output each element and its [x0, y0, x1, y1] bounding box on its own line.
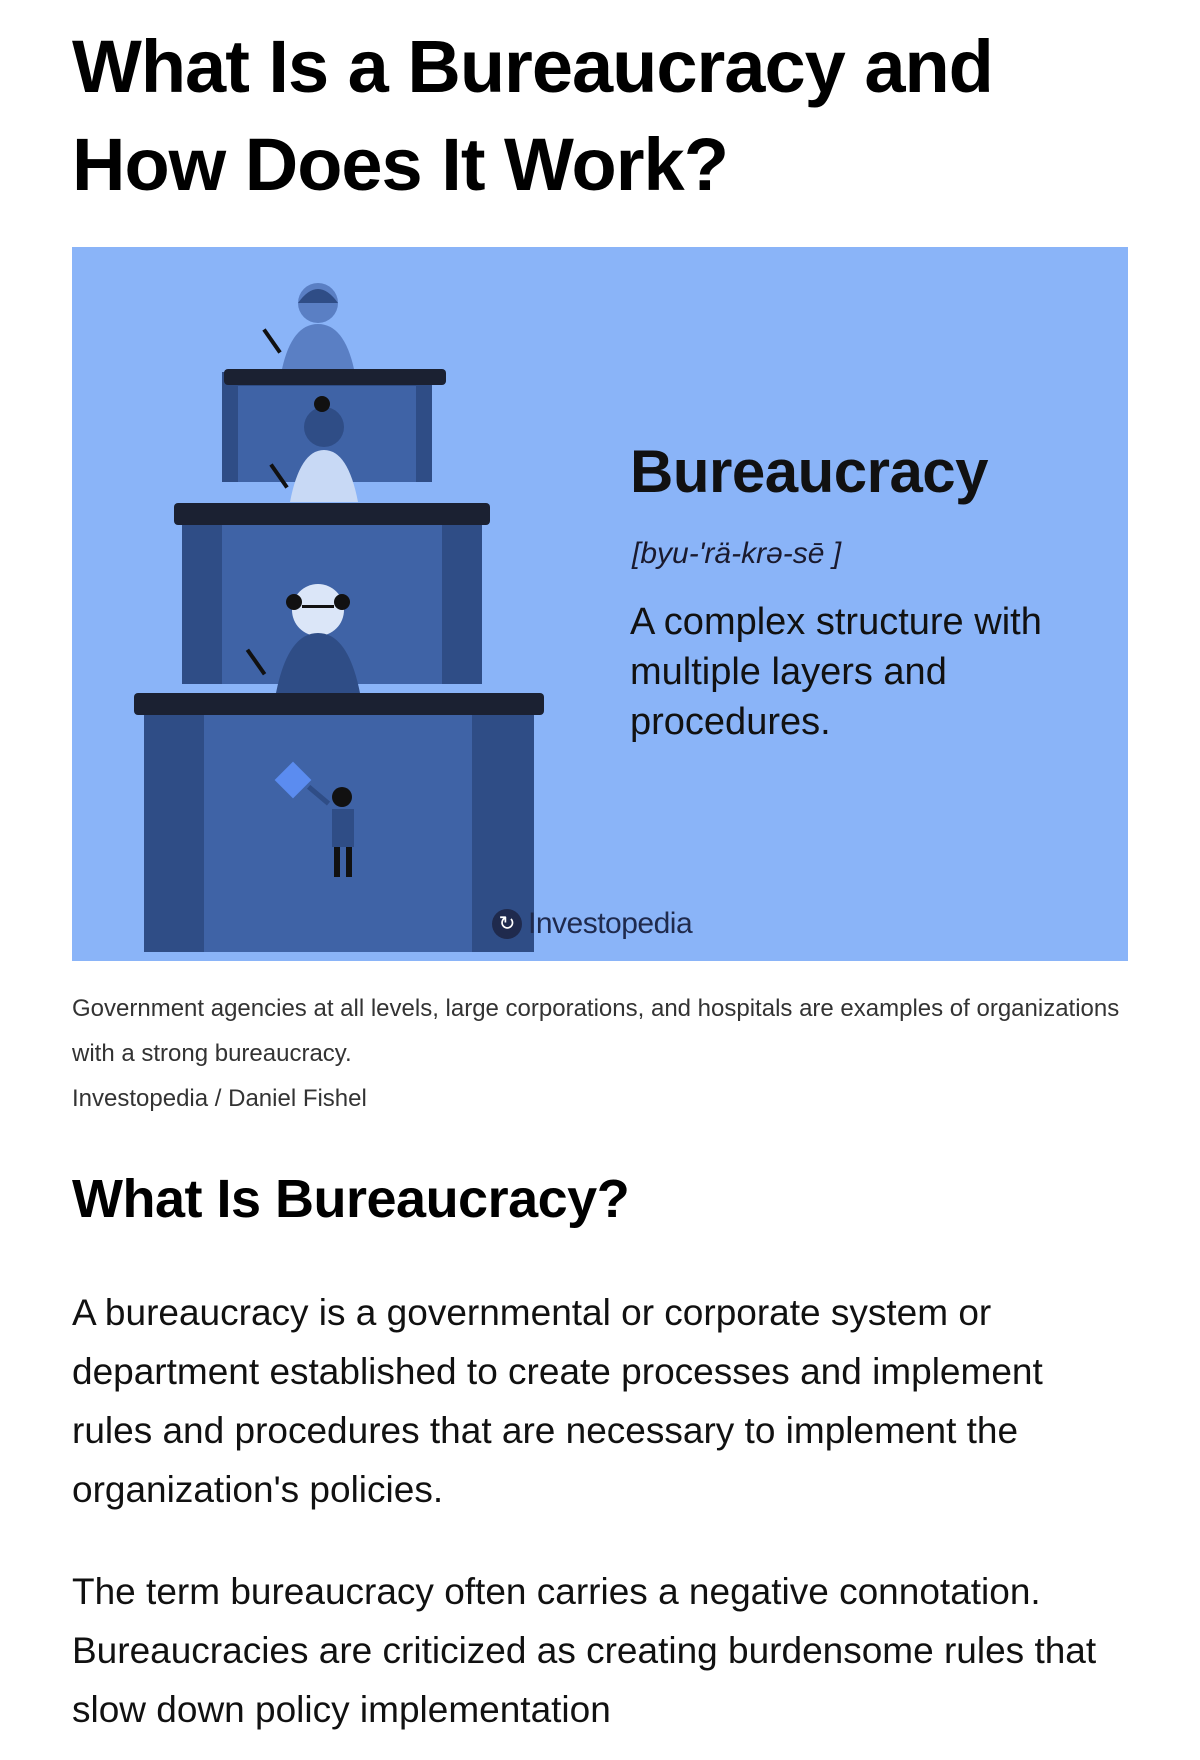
paragraph: The term bureaucracy often carries a negative connotation. Bureaucracies are criticized as creating burdensome rules that slow down policy implementation: [72, 1571, 1097, 1730]
investopedia-logo-icon: ↻: [492, 909, 522, 939]
brand-name: Investopedia: [528, 907, 693, 940]
page-title: What Is a Bureaucracy and How Does It Work?: [72, 25, 993, 206]
figure-pronunciation: [byu-'rä-krə-sē ]: [632, 537, 842, 570]
figure-brand: [492, 907, 692, 941]
section-heading: What Is Bureaucracy?: [72, 1169, 630, 1229]
figure-term: Bureaucracy: [630, 438, 989, 505]
hero-figure: [72, 247, 1128, 961]
figure-caption: Government agencies at all levels, large corporations, and hospitals are examples of organizations with a strong bureaucracy.: [72, 995, 1120, 1067]
figure-credit: Investopedia / Daniel Fishel: [72, 1085, 367, 1112]
pyramid-illustration-icon: [72, 247, 632, 961]
article: [72, 0, 1128, 1730]
paragraph: A bureaucracy is a governmental or corporate system or department established to create processes and implement rules and procedures that are necessary to implement the organization's policies.: [72, 1292, 1043, 1510]
figure-definition: A complex structure with multiple layers and procedures.: [630, 601, 1042, 743]
